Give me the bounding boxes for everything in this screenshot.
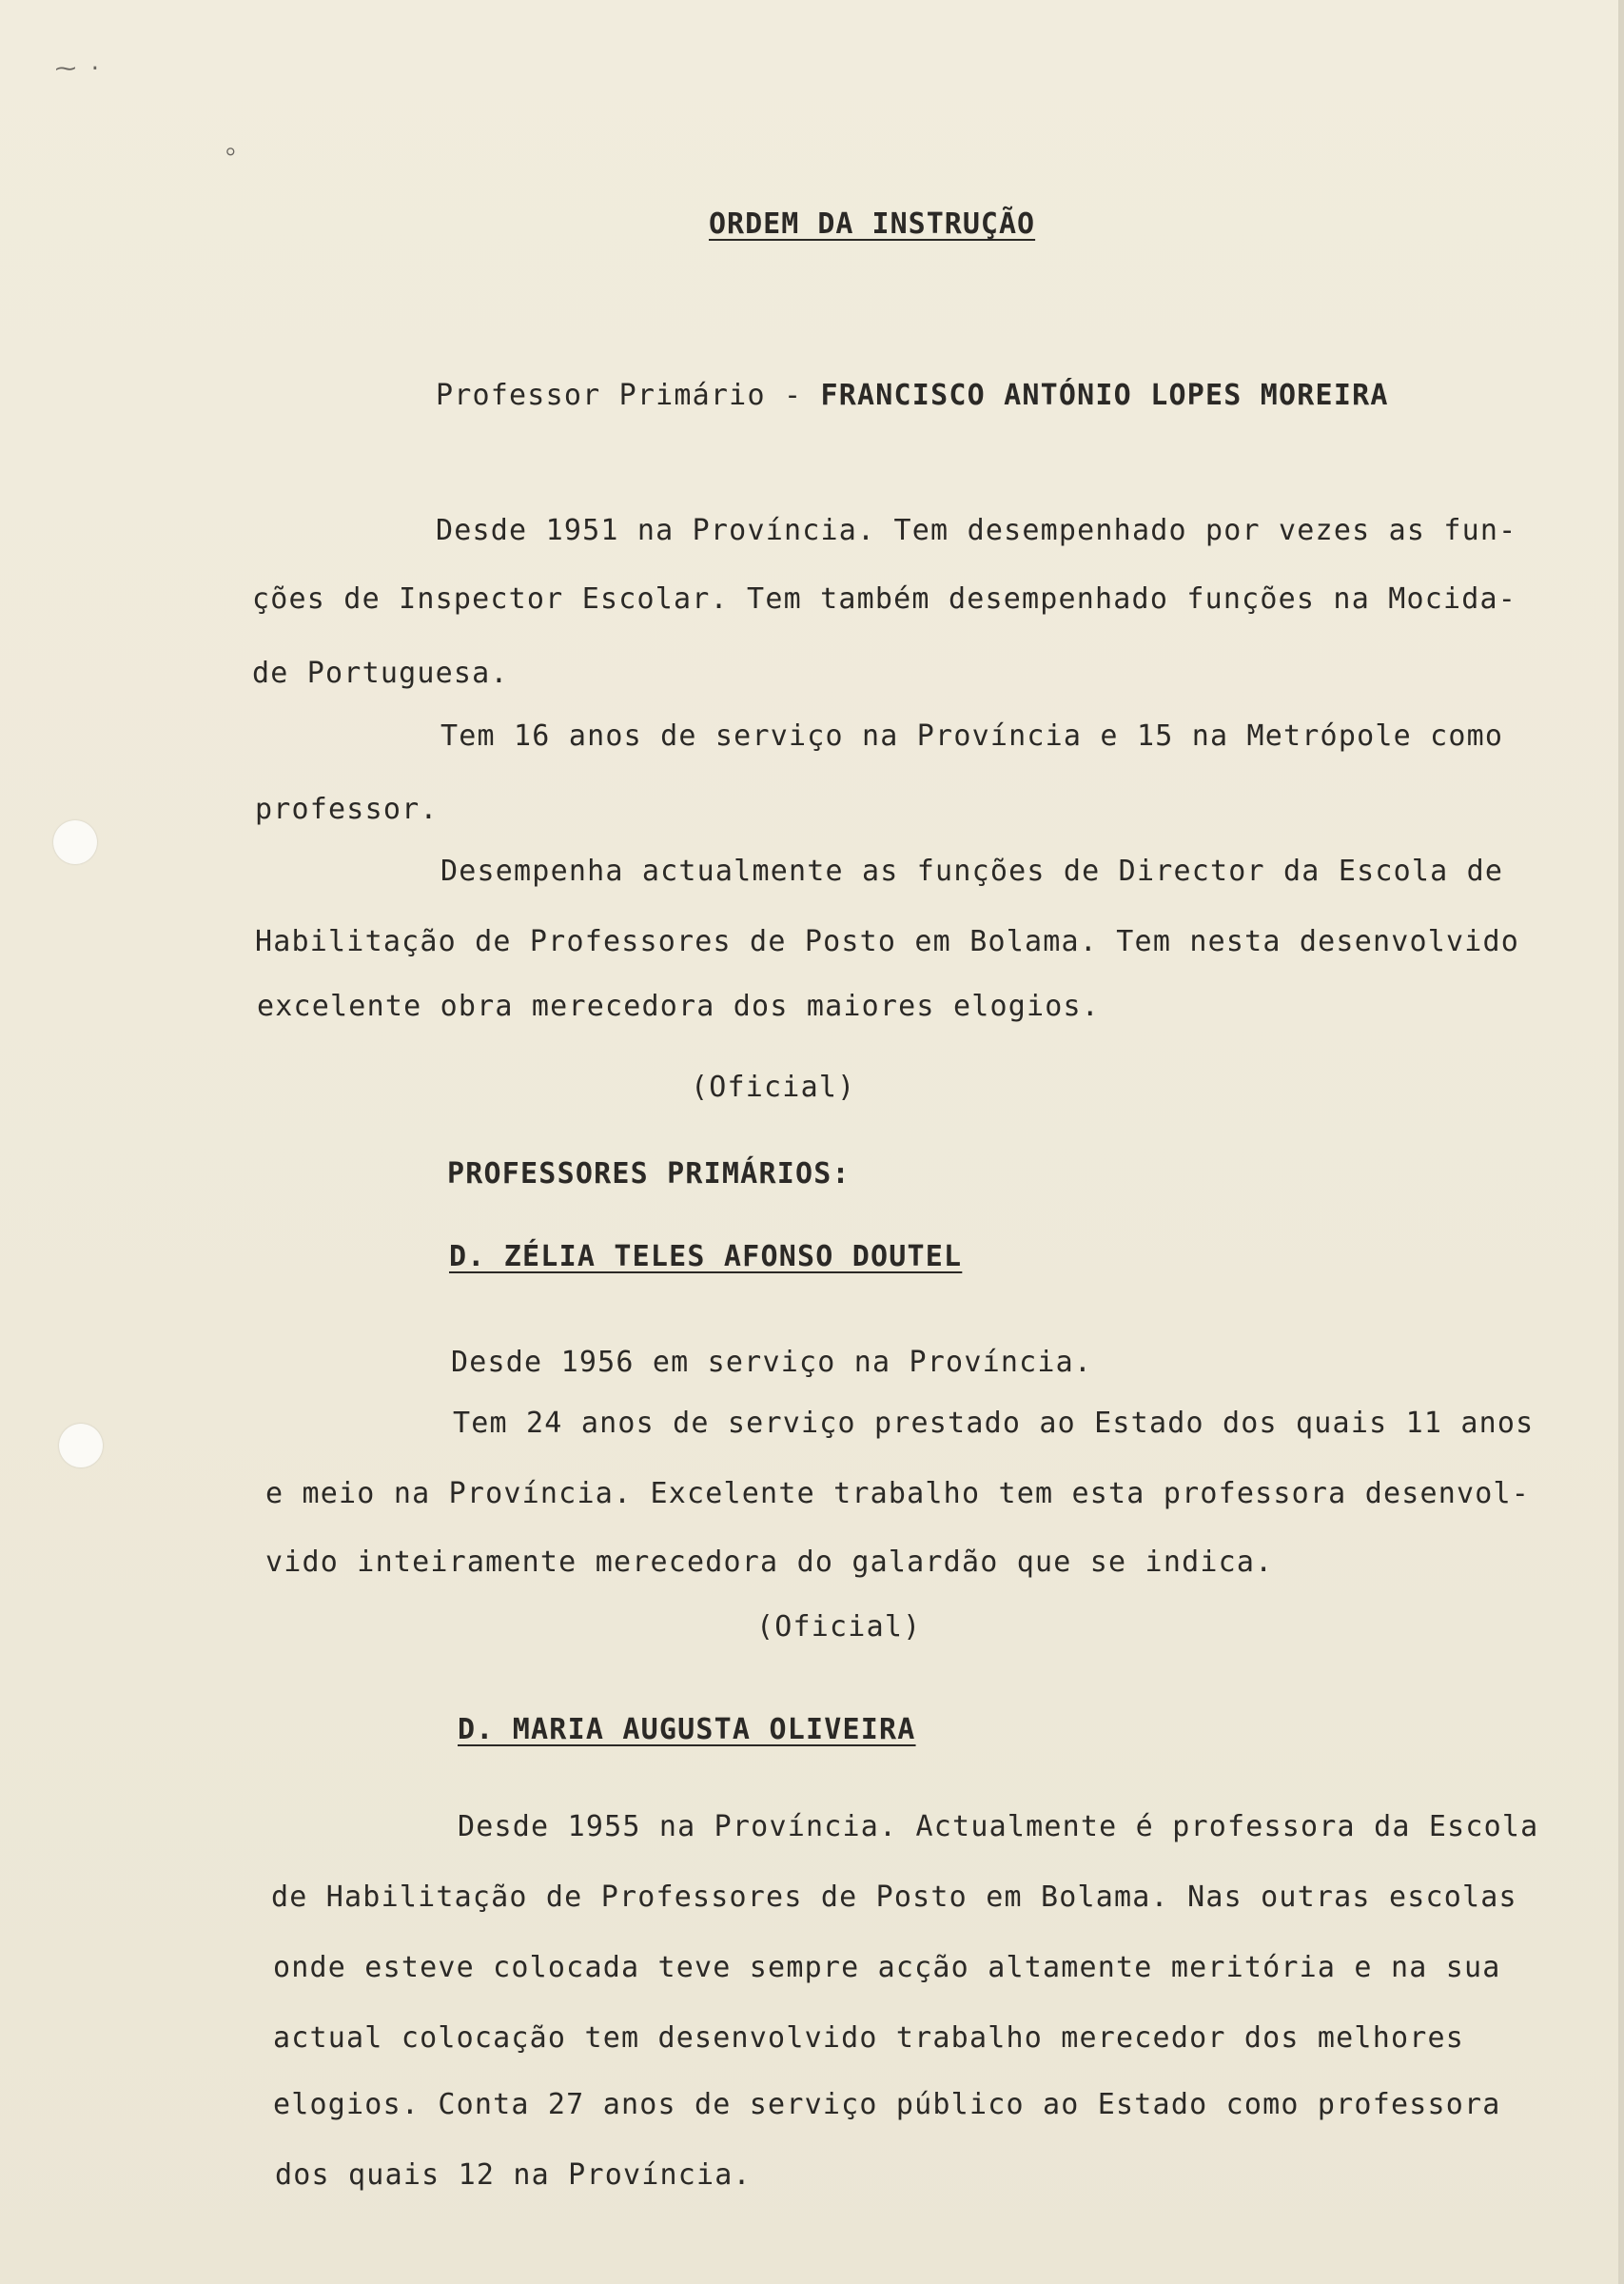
section3-name: D. MARIA AUGUSTA OLIVEIRA [458,1713,916,1746]
section1-line-7: Habilitação de Professores de Posto em Bolama. Tem nesta desenvolvido [255,925,1520,958]
punch-hole-bottom [59,1424,103,1467]
section3-line-2: de Habilitação de Professores de Posto em Bolama. Nas outras escolas [271,1880,1517,1914]
section2-name: D. ZÉLIA TELES AFONSO DOUTEL [449,1240,963,1273]
section1-line-5: professor. [255,793,439,826]
group-heading: PROFESSORES PRIMÁRIOS: [447,1157,851,1191]
section1-heading [436,379,1389,412]
smudge-mark-2: ⸰ [225,141,237,165]
section1-line-8: excelente obra merecedora dos maiores elogios. [257,990,1101,1023]
section3-line-5: elogios. Conta 27 anos de serviço público ao Estado como professora [273,2088,1501,2121]
document-title: ORDEM DA INSTRUÇÃO [709,207,1036,241]
section2-line-2: Tem 24 anos de serviço prestado ao Estado dos quais 11 anos [453,1407,1535,1440]
section2-line-1: Desde 1956 em serviço na Província. [451,1346,1093,1379]
page-edge [1618,0,1624,2284]
section2-line-4: vido inteiramente merecedora do galardão que se indica. [265,1546,1274,1579]
section1-line-4: Tem 16 anos de serviço na Província e 15 na Metrópole como [440,719,1504,753]
section3-line-4: actual colocação tem desenvolvido trabalho merecedor dos melhores [273,2021,1464,2055]
section3-line-1: Desde 1955 na Província. Actualmente é professora da Escola [458,1810,1539,1843]
section1-line-6: Desempenha actualmente as funções de Director da Escola de [440,855,1504,888]
smudge-mark: ⁓ · [55,57,102,81]
section3-line-6: dos quais 12 na Província. [275,2158,752,2192]
section1-line-2: ções de Inspector Escolar. Tem também desempenhado funções na Mocida- [252,582,1517,616]
section1-line-3: de Portuguesa. [252,657,509,690]
section1-note: (Oficial) [691,1071,856,1104]
punch-hole-top [53,820,97,864]
section1-heading-prefix: Professor Primário - [436,379,821,412]
section2-note: (Oficial) [756,1610,922,1644]
section1-heading-name: FRANCISCO ANTÓNIO LOPES MOREIRA [820,379,1389,412]
section3-line-3: onde esteve colocada teve sempre acção altamente meritória e na sua [273,1951,1501,1984]
section1-line-1: Desde 1951 na Província. Tem desempenhado por vezes as fun- [436,514,1517,547]
section2-line-3: e meio na Província. Excelente trabalho tem esta professora desenvol- [265,1477,1531,1510]
